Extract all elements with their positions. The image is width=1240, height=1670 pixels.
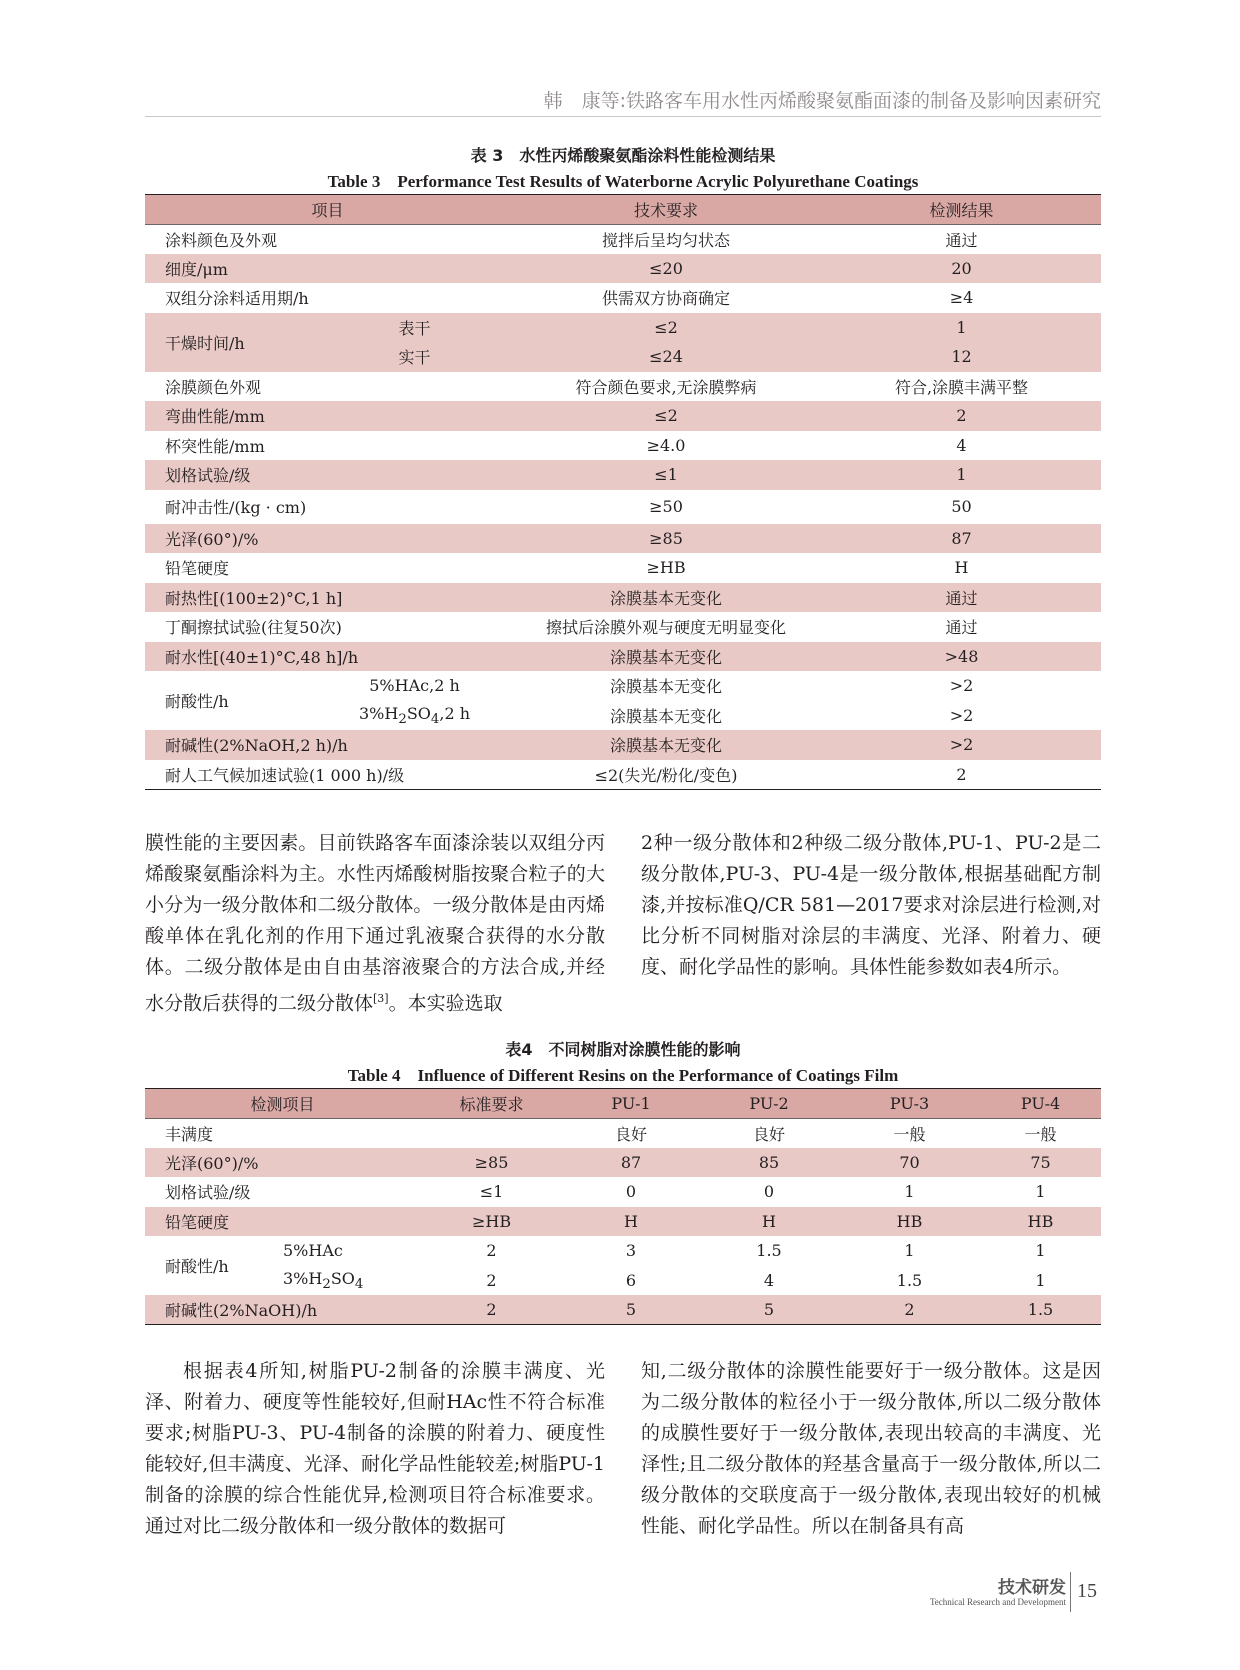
table-cell: 杯突性能/mm (165, 436, 265, 456)
table-cell: 耐水性[(40±1)°C,48 h]/h (165, 647, 359, 667)
table-cell: 良好 (615, 1124, 648, 1144)
table-row (145, 1148, 1101, 1178)
table-cell: 弯曲性能/mm (165, 407, 265, 427)
table-cell: 铅笔硬度 (165, 559, 230, 579)
table-cell: 耐人工气候加速试验(1 000 h)/级 (165, 765, 405, 785)
table-cell: 2 (486, 1300, 497, 1319)
table-row (145, 1207, 1101, 1237)
table3-header-item: 项目 (145, 195, 510, 225)
table-cell: 2 (956, 406, 967, 426)
table-cell: ≥85 (474, 1152, 509, 1172)
table-cell: 2 (904, 1300, 915, 1319)
table-cell: 耐碱性(2%NaOH)/h (165, 1301, 318, 1320)
table-row (145, 1266, 1101, 1296)
table4-header-pu3: PU-3 (839, 1089, 980, 1119)
table4 (145, 1088, 1101, 1325)
table-cell: $3\%H_2SO_4$ (283, 1268, 364, 1292)
table-cell: 1.5 (896, 1270, 923, 1290)
body-text-column-3: 根据表4所知,树脂PU-2制备的涂膜丰满度、光泽、附着力、硬度等性能较好,但耐HAc性不符合标准要求;树脂PU-3、PU-4制备的涂膜的附着力、硬度性能较好,但丰满度、光泽、耐化学品性能较差;树脂PU-1制备的涂膜的综合性能优异,检测项目符合标准要求。通过对比二级分散体和一级分散体的数据可 (145, 1360, 605, 1537)
table-cell: 87 (620, 1152, 642, 1172)
table3-caption-zh: 表 3 水性丙烯酸聚氨酯涂料性能检测结果 (470, 146, 776, 165)
table-cell: ≥50 (649, 497, 683, 516)
table-cell: 1.5 (756, 1241, 782, 1261)
table3-caption-en: Table 3 Performance Test Results of Waterborne Acrylic Polyurethane Coatings (327, 172, 919, 191)
table-row (145, 671, 1101, 701)
table-cell: ≤1 (654, 465, 678, 485)
table-cell: 涂膜基本无变化 (610, 736, 723, 756)
header-rule (145, 116, 1101, 117)
table-cell: 细度/μm (165, 259, 228, 279)
table-cell: ≤20 (649, 258, 683, 278)
table-cell: H (624, 1211, 638, 1231)
table-cell: 0 (625, 1182, 637, 1202)
table-cell: 耐酸性/h (165, 692, 229, 711)
table-cell: 表干 (398, 318, 431, 338)
table-row (145, 1236, 1101, 1266)
table4-caption-zh: 表4 不同树脂对涂膜性能的影响 (505, 1040, 741, 1059)
table-cell: >2 (949, 676, 974, 696)
table-row (145, 583, 1101, 613)
table-cell: H (954, 558, 969, 578)
table-cell: HB (896, 1211, 923, 1231)
table-cell: 耐酸性/h (165, 1257, 229, 1276)
table-row (145, 401, 1101, 431)
table-cell: 干燥时间/h (165, 333, 245, 353)
table4-header-pu1: PU-1 (563, 1089, 699, 1119)
table-row (145, 730, 1101, 760)
table-cell: 擦拭后涂膜外观与硬度无明显变化 (546, 618, 787, 638)
table-cell: >2 (949, 735, 974, 755)
table-cell: ≥85 (649, 528, 683, 548)
table-cell: 1 (956, 317, 967, 337)
footer-divider (1070, 1572, 1071, 1612)
table-cell: 涂膜基本无变化 (610, 588, 723, 608)
table-row (145, 1177, 1101, 1207)
table-cell: 符合,涂膜丰满平整 (894, 377, 1029, 397)
table-row (145, 224, 1101, 254)
table-cell: 光泽(60°)/% (165, 1153, 259, 1173)
table-row (145, 254, 1101, 284)
table-cell: ≤2 (654, 406, 678, 426)
table-cell: 搅拌后呈均匀状态 (602, 230, 731, 250)
table-row (145, 612, 1101, 642)
table-cell: 耐碱性(2%NaOH,2 h)/h (165, 736, 348, 756)
table-row (145, 553, 1101, 583)
table-cell: ≥HB (646, 558, 686, 578)
table-cell: 一般 (1024, 1124, 1057, 1144)
table-cell: ≤1 (479, 1182, 504, 1202)
table-row (145, 524, 1101, 554)
table-cell: 涂膜基本无变化 (610, 706, 723, 726)
body-text-column-2: 2种一级分散体和2种级二级分散体,PU-1、PU-2是二级分散体,PU-3、PU-4是一级分散体,根据基础配方制漆,并按标准Q/CR 581—2017要求对涂层进行检测,对比分析不同树脂对涂层的丰满度、光泽、附着力、硬度、耐化学品性的影响。具体性能参数如表4所示。 (641, 832, 1101, 978)
table-cell: 6 (625, 1270, 637, 1290)
table-cell: 3 (625, 1241, 637, 1261)
table-cell: 通过 (945, 588, 978, 608)
table-cell: ≥HB (471, 1211, 512, 1231)
table-cell: 划格试验/级 (165, 1183, 251, 1203)
table-cell: 0 (763, 1182, 775, 1202)
table-cell: 1 (904, 1241, 915, 1261)
table-cell: 涂料颜色及外观 (165, 230, 278, 250)
table3-header-result: 检测结果 (822, 195, 1101, 225)
table-cell: 5 (763, 1300, 775, 1319)
table3-header-requirement: 技术要求 (510, 195, 822, 225)
table-row (145, 642, 1101, 672)
table4-header-pu4: PU-4 (980, 1089, 1101, 1119)
table-row (145, 1118, 1101, 1148)
table-cell: 4 (763, 1270, 775, 1290)
page-number: 15 (1077, 1580, 1097, 1602)
table-cell (420, 1118, 563, 1148)
table-row (145, 760, 1101, 790)
table-cell: 5 (625, 1300, 637, 1319)
table-cell: 75 (1030, 1152, 1051, 1172)
table-cell: 1.5 (1027, 1300, 1054, 1319)
table-cell: ≤24 (649, 347, 683, 367)
table-cell: 耐冲击性/(kg · cm) (165, 498, 307, 517)
table-cell: ≤2 (654, 317, 678, 337)
table-cell: >2 (949, 705, 974, 725)
table-cell: 1 (1035, 1182, 1046, 1202)
table-cell: 87 (951, 528, 972, 548)
table-cell: 双组分涂料适用期/h (165, 289, 309, 309)
table-cell: 2 (956, 764, 967, 784)
table-cell: 实干 (398, 348, 431, 368)
table-cell: 涂膜基本无变化 (610, 677, 723, 697)
table4-header-item: 检测项目 (145, 1089, 420, 1119)
table-cell: ≥4 (949, 288, 974, 308)
table4-header-pu2: PU-2 (699, 1089, 839, 1119)
table-cell: 2 (486, 1241, 497, 1261)
table-cell: 丰满度 (165, 1124, 214, 1144)
table-row (145, 1295, 1101, 1325)
table-cell: 85 (758, 1152, 780, 1172)
table-cell: 70 (899, 1152, 920, 1172)
table-row (145, 490, 1101, 524)
table-cell: 耐热性[(100±2)°C,1 h] (165, 588, 343, 608)
table-cell: 1 (956, 465, 967, 485)
table-cell: 2 (486, 1270, 497, 1290)
table-cell: 良好 (753, 1124, 786, 1144)
table-cell: 1 (904, 1182, 915, 1202)
table-row (145, 460, 1101, 490)
table-row (145, 431, 1101, 461)
table-cell: 涂膜基本无变化 (610, 647, 723, 667)
table-cell: 供需双方协商确定 (602, 289, 731, 309)
table-cell: 一般 (893, 1124, 926, 1144)
table-cell: 通过 (945, 618, 978, 638)
running-header: 韩 康等:铁路客车用水性丙烯酸聚氨酯面漆的制备及影响因素研究 (543, 90, 1101, 112)
table-cell: 5%HAc,2 h (369, 676, 460, 696)
table4-caption-en: Table 4 Influence of Different Resins on the Performance of Coatings Film (347, 1066, 899, 1085)
table-row (145, 283, 1101, 313)
table-cell: 12 (951, 347, 972, 367)
table-cell: 5%HAc (283, 1241, 343, 1261)
table-row (145, 372, 1101, 402)
table-cell: HB (1027, 1211, 1054, 1231)
table-cell: 光泽(60°)/% (165, 529, 259, 549)
table-cell: 铅笔硬度 (165, 1212, 230, 1232)
table3 (145, 194, 1101, 790)
table-cell: 4 (956, 435, 967, 455)
table-cell: 1 (1035, 1270, 1046, 1290)
table-cell: 通过 (945, 230, 978, 250)
table-cell: >48 (944, 646, 979, 666)
table4-header-standard: 标准要求 (420, 1089, 563, 1119)
table-cell: 丁酮擦拭试验(往复50次) (165, 618, 342, 638)
table-cell: 符合颜色要求,无涂膜弊病 (575, 377, 757, 397)
table-row (145, 313, 1101, 343)
table-cell: H (762, 1211, 776, 1231)
table-cell: ≥4.0 (646, 435, 686, 455)
table-cell: 50 (951, 497, 972, 516)
table-cell: 20 (951, 258, 972, 278)
table-cell: 1 (1035, 1241, 1046, 1261)
footer-section-en: Technical Research and Development (929, 1597, 1066, 1607)
table-cell: 划格试验/级 (165, 466, 251, 486)
body-text-column-1: 膜性能的主要因素。目前铁路客车面漆涂装以双组分丙烯酸聚氨酯涂料为主。水性丙烯酸树脂按聚合粒子的大小分为一级分散体和二级分散体。一级分散体是由丙烯酸单体在乳化剂的作用下通过乳液聚合获得的水分散体。二级分散体是由自由基溶液聚合的方法合成,并经水分散后获得的二级分散体[3]。本实验选取 (145, 832, 605, 1015)
body-text-column-4: 知,二级分散体的涂膜性能要好于一级分散体。这是因为二级分散体的粒径小于一级分散体,所以二级分散体的成膜性要好于一级分散体,表现出较高的丰满度、光泽性;且二级分散体的羟基含量高于一级分散体,所以二级分散体的交联度高于一级分散体,表现出较好的机械性能、耐化学品性。所以在制备具有高 (641, 1360, 1101, 1537)
footer-section-zh: 技术研发 (998, 1578, 1066, 1598)
table-cell: 涂膜颜色外观 (165, 377, 262, 397)
table-cell: ≤2(失光/粉化/变色) (594, 765, 738, 785)
table-cell: $3\%H_2SO_4,2$ h (358, 703, 471, 727)
